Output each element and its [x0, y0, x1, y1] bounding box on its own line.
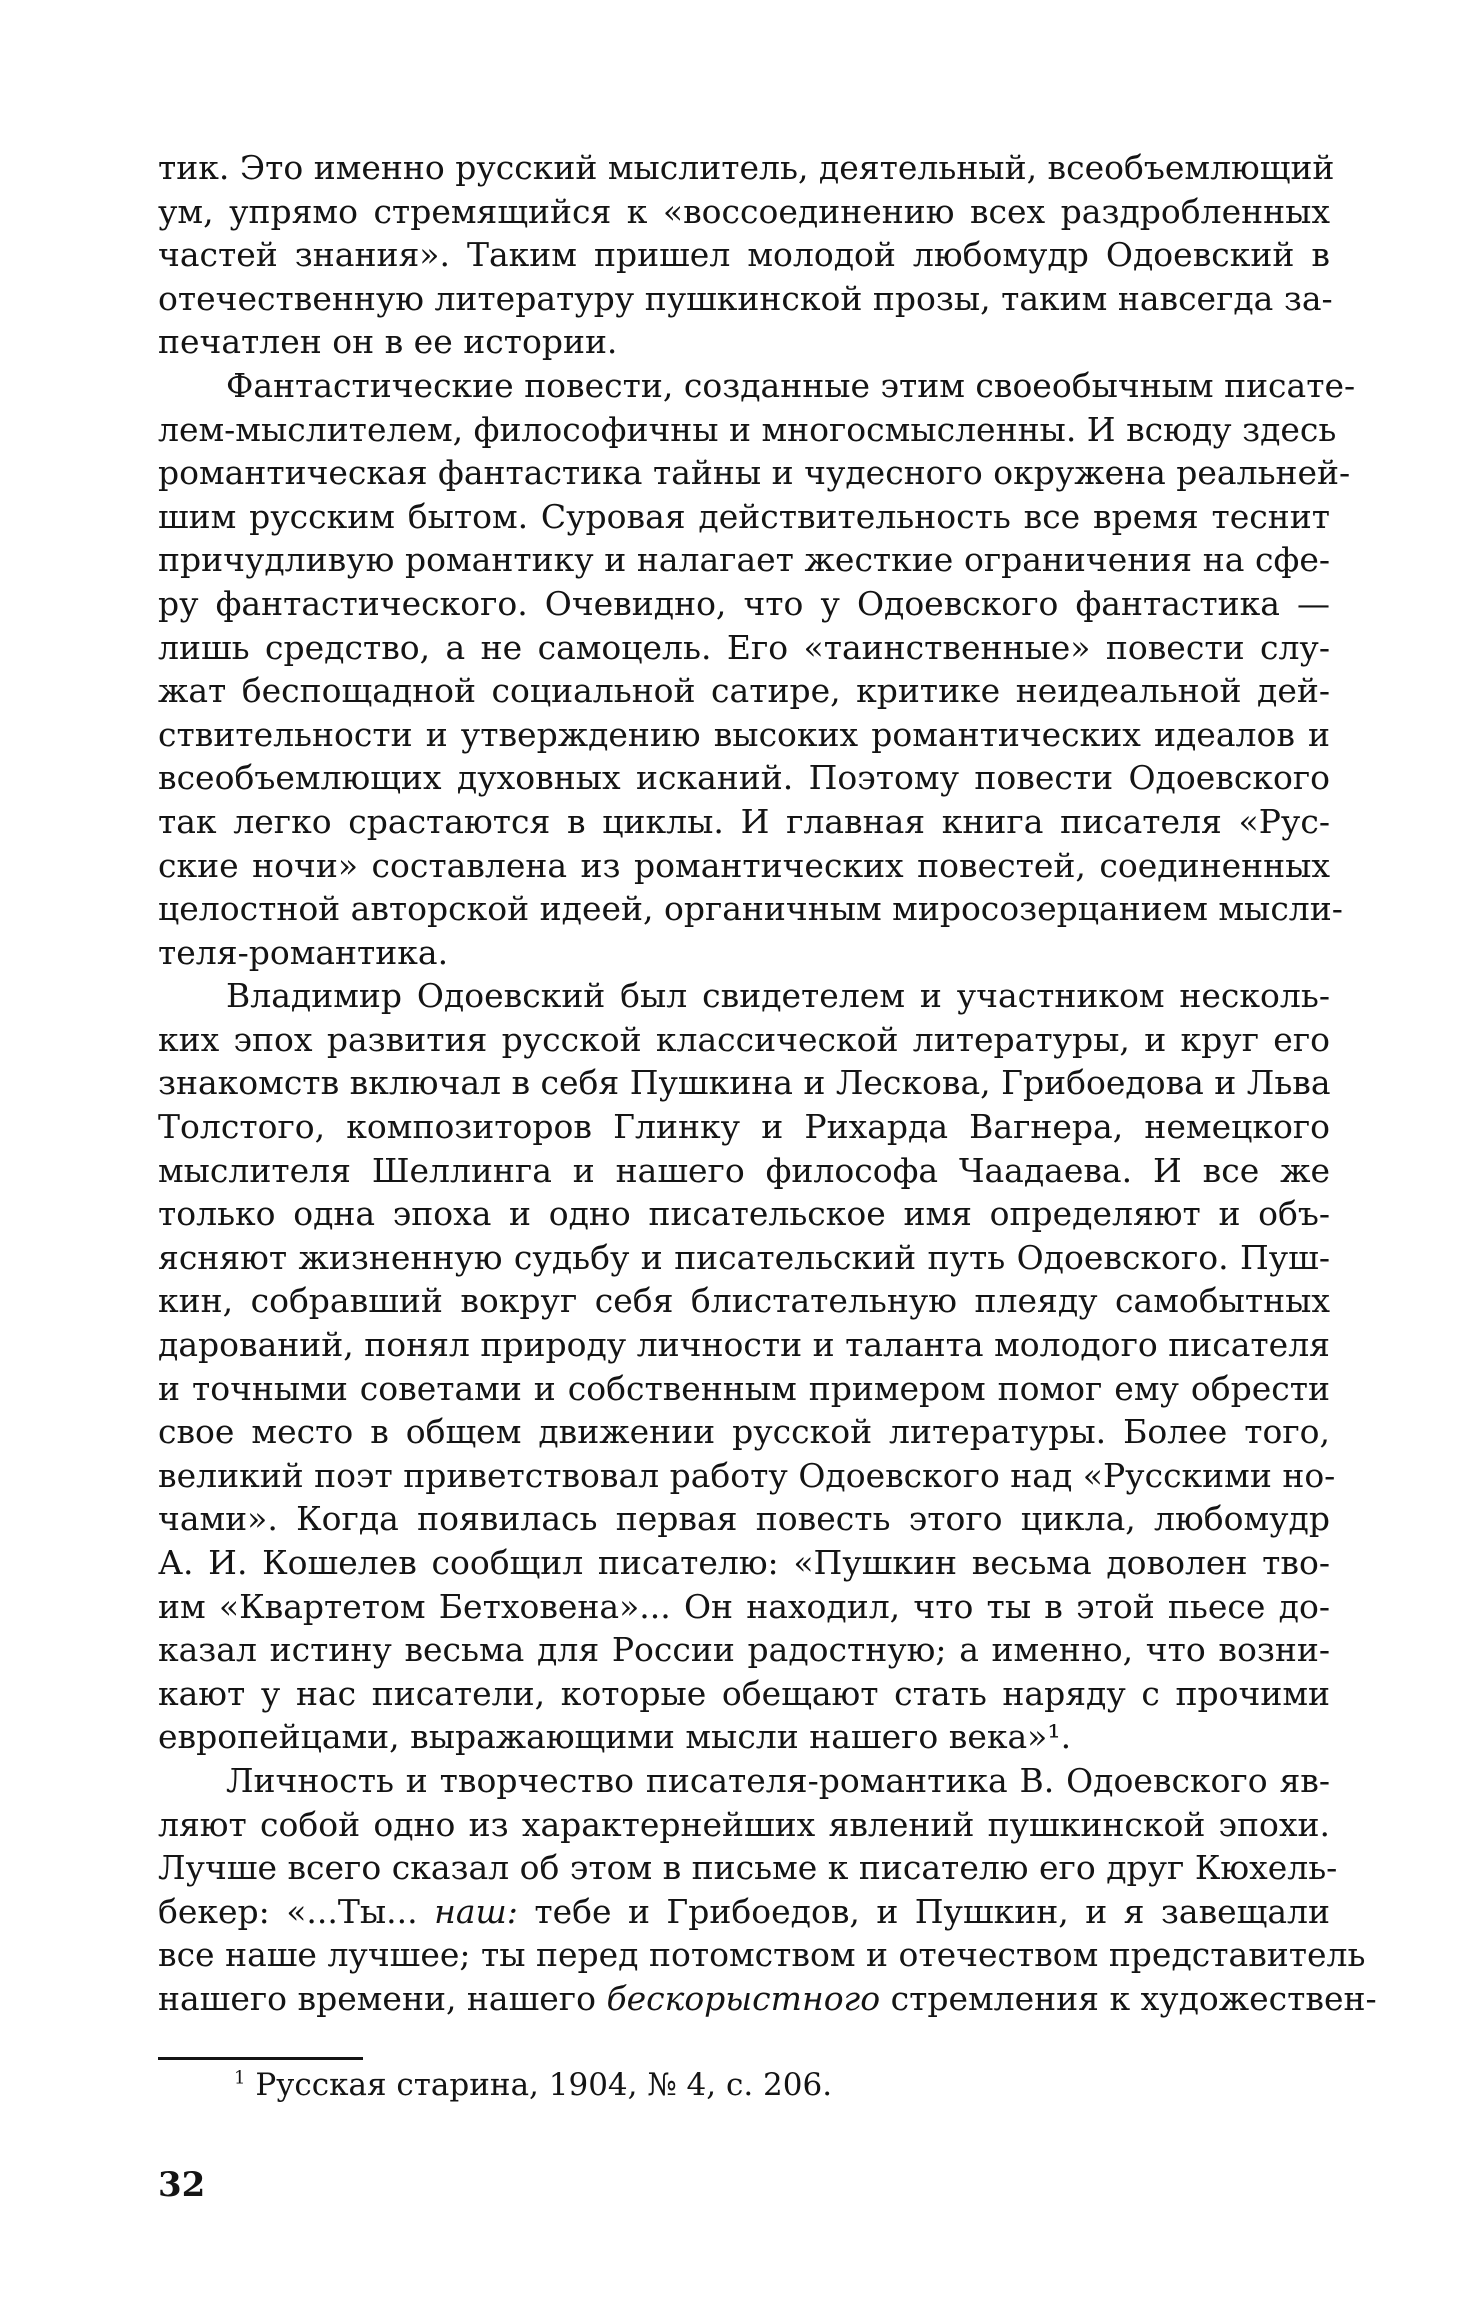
text-line: А. И. Кошелев сообщил писателю: «Пушкин весьма доволен тво-	[158, 1543, 1330, 1582]
footnote-marker: 1	[234, 2067, 246, 2089]
text-line: печатлен он в ее истории.	[158, 322, 618, 362]
footnote	[234, 2065, 832, 2105]
text-line: шим русским бытом. Суровая действительность все время теснит	[158, 496, 1330, 536]
text-line: романтическая фантастика тайны и чудесного окружена реальней-	[158, 453, 1351, 493]
text-line: кин, собравший вокруг себя блистательную плеяду самобытных	[158, 1281, 1330, 1321]
text-line: ясняют жизненную судьбу и писательский путь Одоевского. Пуш-	[158, 1237, 1330, 1277]
text-line: бекер: «...Ты... наш: тебе и Грибоедов, и Пушкин, и я завещали	[158, 1891, 1330, 1931]
text-line: все наше лучшее; ты перед потомством и отечеством представитель	[158, 1935, 1366, 1975]
text-line: европейцами, выражающими мысли нашего века»¹.	[158, 1717, 1072, 1757]
text-line: причудливую романтику и налагает жесткие ограничения на сфе-	[158, 540, 1330, 580]
text-line: так легко срастаются в циклы. И главная книга писателя «Рус-	[158, 801, 1330, 841]
text-line: теля-романтика.	[158, 932, 449, 972]
text-line: целостной авторской идеей, органичным миросозерцанием мысли-	[158, 889, 1343, 929]
text-line: ру фантастического. Очевидно, что у Одоевского фантастика —	[158, 583, 1330, 623]
text-line: частей знания». Таким пришел молодой любомудр Одоевский в	[158, 235, 1330, 275]
text-line: знакомств включал в себя Пушкина и Лескова, Грибоедова и Льва	[158, 1063, 1331, 1103]
text-line: Владимир Одоевский был свидетелем и участником несколь-	[226, 976, 1330, 1016]
text-line: Толстого, композиторов Глинку и Рихарда Вагнера, немецкого	[158, 1107, 1330, 1147]
text-line: жат беспощадной социальной сатире, критике неидеальной дей-	[158, 671, 1330, 711]
text-line: лем-мыслителем, философичны и многосмысленны. И всюду здесь	[158, 409, 1337, 449]
text-line: чами». Когда появилась первая повесть этого цикла, любомудр	[158, 1499, 1330, 1539]
text-line: Лучше всего сказал об этом в письме к писателю его друг Кюхель-	[158, 1848, 1338, 1888]
text-line: им «Квартетом Бетховена»... Он находил, что ты в этой пьесе до-	[158, 1586, 1330, 1626]
body-text	[158, 146, 1377, 2021]
text-line: ких эпох развития русской классической литературы, и круг его	[158, 1019, 1330, 1059]
footnote-separator	[158, 2057, 363, 2060]
text-line: отечественную литературу пушкинской прозы, таким навсегда за-	[158, 278, 1333, 318]
text-line: великий поэт приветствовал работу Одоевского над «Русскими но-	[158, 1455, 1336, 1495]
text-line: дарований, понял природу личности и таланта молодого писателя	[158, 1325, 1330, 1365]
text-line: ствительности и утверждению высоких романтических идеалов и	[158, 714, 1330, 754]
footnote-text: Русская старина, 1904, № 4, с. 206.	[255, 2067, 833, 2103]
text-line: ские ночи» составлена из романтических повестей, соединенных	[158, 845, 1330, 885]
text-line: нашего времени, нашего бескорыстного стремления к художествен-	[158, 1978, 1377, 2018]
text-line: всеобъемлющих духовных исканий. Поэтому повести Одоевского	[158, 758, 1330, 798]
text-line: ум, упрямо стремящийся к «воссоединению всех раздробленных	[158, 191, 1330, 231]
text-line: лишь средство, а не самоцель. Его «таинственные» повести слу-	[158, 627, 1330, 667]
text-line: Личность и творчество писателя-романтика В. Одоевского яв-	[226, 1760, 1330, 1800]
text-line: Фантастические повести, созданные этим своеобычным писате-	[226, 365, 1356, 405]
text-line: ляют собой одно из характернейших явлений пушкинской эпохи.	[158, 1804, 1330, 1844]
text-line: кают у нас писатели, которые обещают стать наряду с прочими	[158, 1673, 1330, 1713]
text-line: тик. Это именно русский мыслитель, деятельный, всеобъемлющий	[158, 148, 1335, 187]
text-line: свое место в общем движении русской литературы. Более того,	[158, 1412, 1330, 1452]
text-line: казал истину весьма для России радостную; а именно, что возни-	[158, 1630, 1330, 1670]
page-number: 32	[158, 2165, 206, 2205]
text-line: и точными советами и собственным примером помог ему обрести	[158, 1368, 1330, 1408]
text-line: только одна эпоха и одно писательское имя определяют и объ-	[158, 1194, 1330, 1234]
text-line: мыслителя Шеллинга и нашего философа Чаадаева. И все же	[158, 1150, 1330, 1190]
